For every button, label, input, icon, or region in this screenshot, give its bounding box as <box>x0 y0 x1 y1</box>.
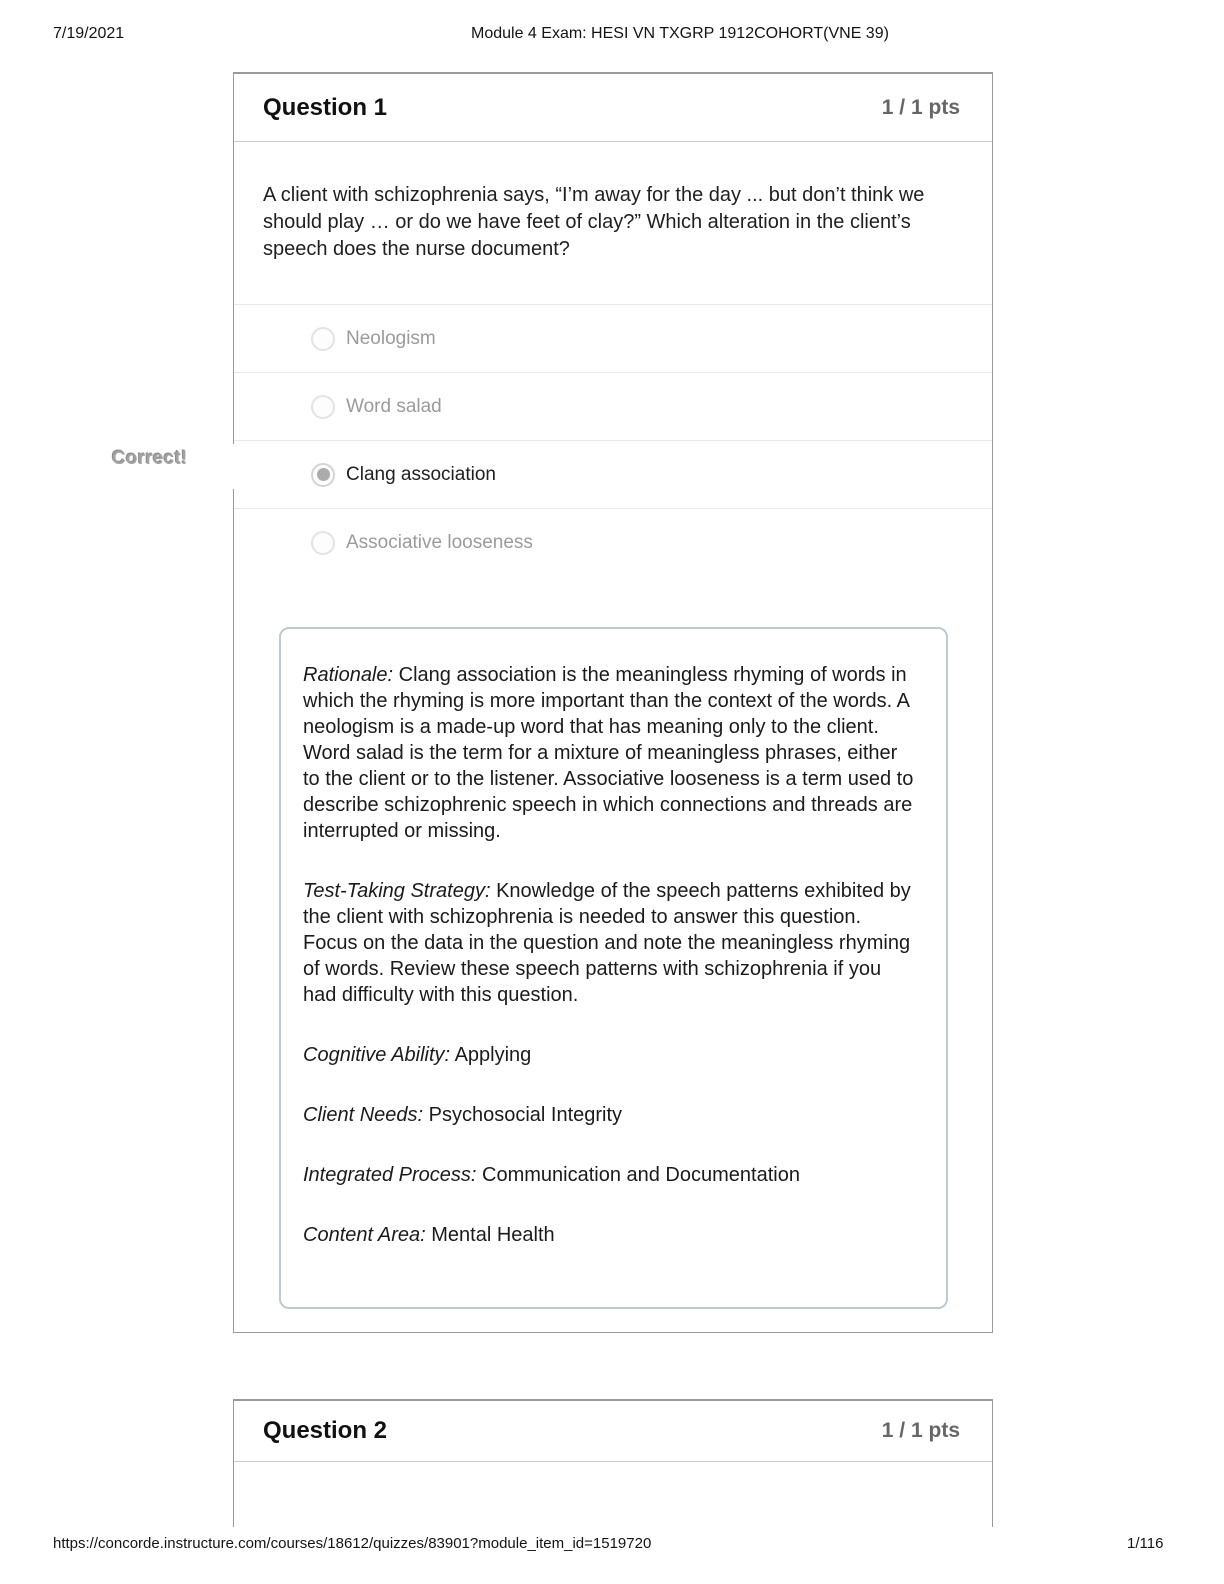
question-2-card <box>233 1399 993 1527</box>
answer-option-word-salad[interactable] <box>234 372 992 440</box>
answer-label: Clang association <box>346 463 496 485</box>
integrated-process-label: Integrated Process: <box>303 1164 477 1186</box>
content-area-value: Mental Health <box>431 1224 555 1246</box>
client-needs-value: Psychosocial Integrity <box>428 1104 623 1126</box>
question-2-points: 1 / 1 pts <box>881 1419 960 1442</box>
question-1-points: 1 / 1 pts <box>881 95 960 119</box>
integrated-process-line <box>303 1162 916 1188</box>
print-page-indicator: 1/116 <box>1127 1535 1164 1552</box>
question-2-title: Question 2 <box>263 1417 388 1444</box>
question-1-header <box>234 74 992 142</box>
strategy-text: Knowledge of the speech patterns exhibited by the client with schizophrenia is needed to answer this question. Focus on the data in the question and note the meaningless rhyming of words. Review these speech patterns with schizophrenia if you had difficulty with this question. <box>303 880 911 1006</box>
answer-label: Neologism <box>346 327 436 349</box>
correct-badge: Correct! <box>112 448 188 469</box>
question-2-header <box>234 1401 992 1462</box>
content-area-line <box>303 1222 916 1248</box>
strategy-paragraph <box>303 878 916 1008</box>
rationale-text: Clang association is the meaningless rhyming of words in which the rhyming is more important than the context of the words. A neologism is a made-up word that has meaning only to the client. Word salad is the term for a mixture of meaningless phrases, either to the client or to the listener. Associative looseness is a term used to describe schizophrenic speech in which connections and threads are interrupted or missing. <box>303 664 914 842</box>
print-date: 7/19/2021 <box>53 25 125 42</box>
question-1-card <box>233 72 993 1333</box>
print-source-url: https://concorde.instructure.com/courses/18612/quizzes/83901?module_item_id=1519720 <box>53 1535 652 1552</box>
client-needs-label: Client Needs: <box>303 1104 424 1126</box>
question-1-title: Question 1 <box>263 93 388 121</box>
rationale-paragraph <box>303 662 916 844</box>
answer-label: Word salad <box>346 395 442 417</box>
client-needs-line <box>303 1102 916 1128</box>
answer-label: Associative looseness <box>346 531 533 553</box>
cognitive-ability-label: Cognitive Ability: <box>303 1044 451 1066</box>
radio-icon[interactable] <box>311 531 335 555</box>
answer-option-clang-association[interactable] <box>234 440 992 508</box>
radio-selected-icon[interactable] <box>311 463 335 487</box>
radio-dot-icon <box>317 468 330 481</box>
content-area-label: Content Area: <box>303 1224 426 1246</box>
feedback-panel <box>279 627 948 1309</box>
rationale-label: Rationale: <box>303 664 394 686</box>
strategy-label: Test-Taking Strategy: <box>303 880 491 902</box>
radio-icon[interactable] <box>311 395 335 419</box>
correct-answer-border-notch <box>231 444 236 489</box>
radio-icon[interactable] <box>311 327 335 351</box>
integrated-process-value: Communication and Documentation <box>482 1164 800 1186</box>
print-document-title: Module 4 Exam: HESI VN TXGRP 1912COHORT(VNE 39) <box>471 25 889 42</box>
cognitive-ability-line <box>303 1042 916 1068</box>
question-2-body <box>234 1462 992 1527</box>
question-1-prompt: A client with schizophrenia says, “I’m away for the day ... but don’t think we should play … or do we have feet of clay?” Which alteration in the client’s speech does the nurse document? <box>263 184 925 260</box>
cognitive-ability-value: Applying <box>454 1044 532 1066</box>
answer-option-associative-looseness[interactable] <box>234 508 992 576</box>
answer-option-neologism[interactable] <box>234 304 992 372</box>
answer-list <box>234 304 992 576</box>
